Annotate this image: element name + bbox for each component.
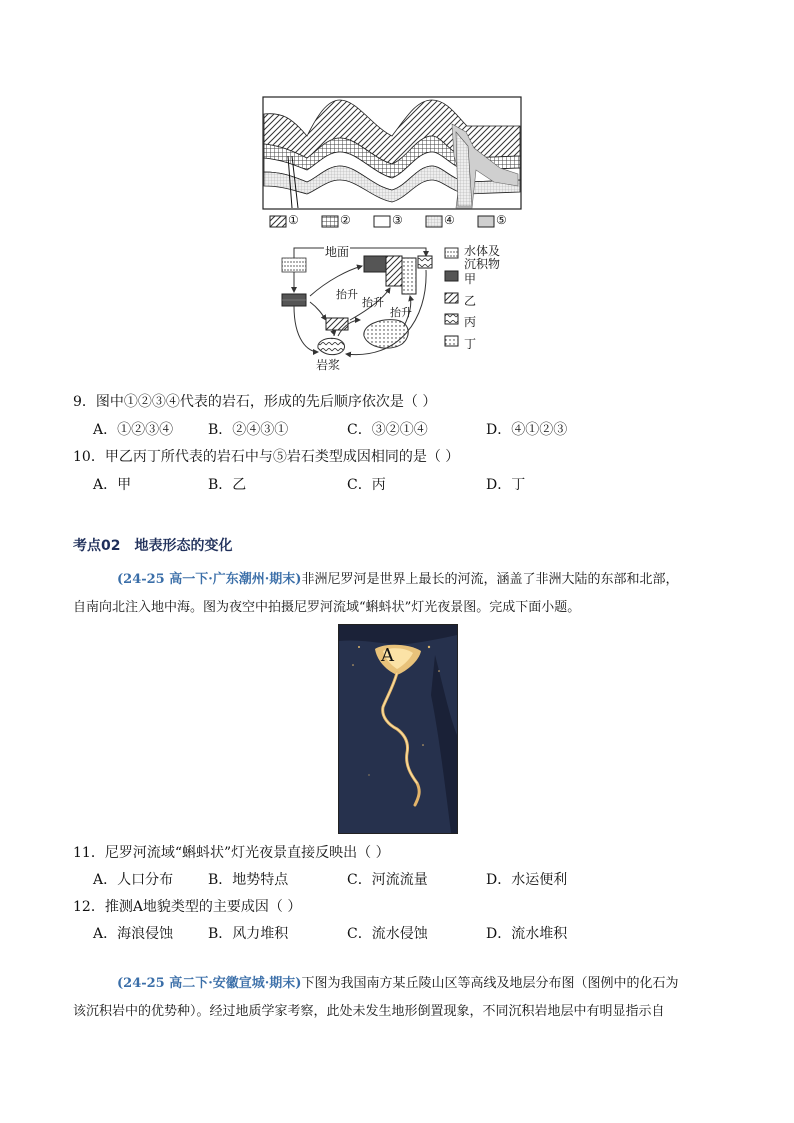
uplift-label-3: 抬升: [390, 306, 412, 319]
legend-5: ⑤: [496, 213, 507, 227]
legend-jia: 甲: [464, 272, 477, 286]
q12-option-b[interactable]: B．风力堆积: [208, 926, 289, 942]
q9-option-b[interactable]: B．②④③①: [208, 422, 289, 438]
rock-legend-swatches: [444, 242, 460, 354]
passage-1: [73, 566, 723, 622]
q9-option-c[interactable]: C．③②①④: [347, 422, 428, 438]
label-a: A: [381, 645, 394, 666]
passage-2-line-2: 该沉积岩中的优势种）。经过地质学家考察，此处未发生地形倒置现象，不同沉积岩地层中有明显指示自: [73, 1004, 665, 1019]
cross-section-figure: [262, 96, 526, 232]
question-11-stem: 11．尼罗河流域“蝌蚪状”灯光夜景直接反映出（ ）: [73, 845, 390, 861]
q10-option-d[interactable]: D．丁: [486, 477, 526, 493]
q11-option-d[interactable]: D．水运便利: [486, 872, 568, 888]
legend-3: ③: [392, 213, 403, 227]
q11-option-b[interactable]: B．地势特点: [208, 872, 289, 888]
q9-option-a[interactable]: A．①②③④: [93, 422, 174, 438]
passage-1-line-2: 自南向北注入地中海。图为夜空中拍摄尼罗河流域“蝌蚪状”灯光夜景图。完成下面小题。: [73, 600, 581, 615]
legend-2: ②: [340, 213, 351, 227]
legend-water-2: 沉积物: [464, 257, 501, 271]
section-heading: 考点02 地表形态的变化: [73, 538, 233, 554]
q12-option-c[interactable]: C．流水侵蚀: [347, 926, 428, 942]
nile-night-photo: [338, 624, 458, 834]
q9-option-d[interactable]: D．④①②③: [486, 422, 568, 438]
magma-label: 岩浆: [316, 358, 341, 372]
q12-option-a[interactable]: A．海浪侵蚀: [93, 926, 174, 942]
legend-bing: 丙: [464, 315, 477, 329]
q10-option-a[interactable]: A．甲: [93, 477, 132, 493]
cross-section-svg: [262, 96, 526, 232]
q12-option-d[interactable]: D．流水堆积: [486, 926, 568, 942]
passage-1-line-1: 非洲尼罗河是世界上最长的河流，涵盖了非洲大陆的东部和北部，: [301, 572, 679, 587]
passage-2-source: (24-25 高二下·安徽宣城·期末): [117, 976, 302, 991]
passage-2-line-1: 下图为我国南方某丘陵山区等高线及地层分布图（图例中的化石为: [301, 976, 679, 991]
rock-cycle-legend: [444, 242, 534, 354]
legend-ding: 丁: [464, 337, 477, 351]
q10-option-c[interactable]: C．丙: [347, 477, 386, 493]
ground-label: 地面: [325, 245, 350, 259]
nile-night-svg: [339, 625, 457, 833]
legend-4: ④: [444, 213, 455, 227]
passage-2: [73, 970, 723, 1026]
question-12-stem: 12．推测A地貌类型的主要成因（ ）: [73, 899, 302, 915]
q10-option-b[interactable]: B．乙: [208, 477, 247, 493]
legend-water-1: 水体及: [464, 244, 501, 258]
legend-1: ①: [288, 213, 299, 227]
q11-option-a[interactable]: A．人口分布: [93, 872, 174, 888]
question-9-stem: 9．图中①②③④代表的岩石，形成的先后顺序依次是（ ）: [73, 394, 437, 410]
question-10-stem: 10．甲乙丙丁所代表的岩石中与⑤岩石类型成因相同的是（ ）: [73, 449, 460, 465]
passage-1-source: (24-25 高一下·广东潮州·期末): [117, 572, 302, 587]
q11-option-c[interactable]: C．河流流量: [347, 872, 428, 888]
uplift-label-2: 抬升: [362, 296, 384, 309]
cross-section-legend: [266, 213, 526, 231]
legend-yi: 乙: [464, 294, 477, 308]
uplift-label-1: 抬升: [336, 288, 358, 301]
